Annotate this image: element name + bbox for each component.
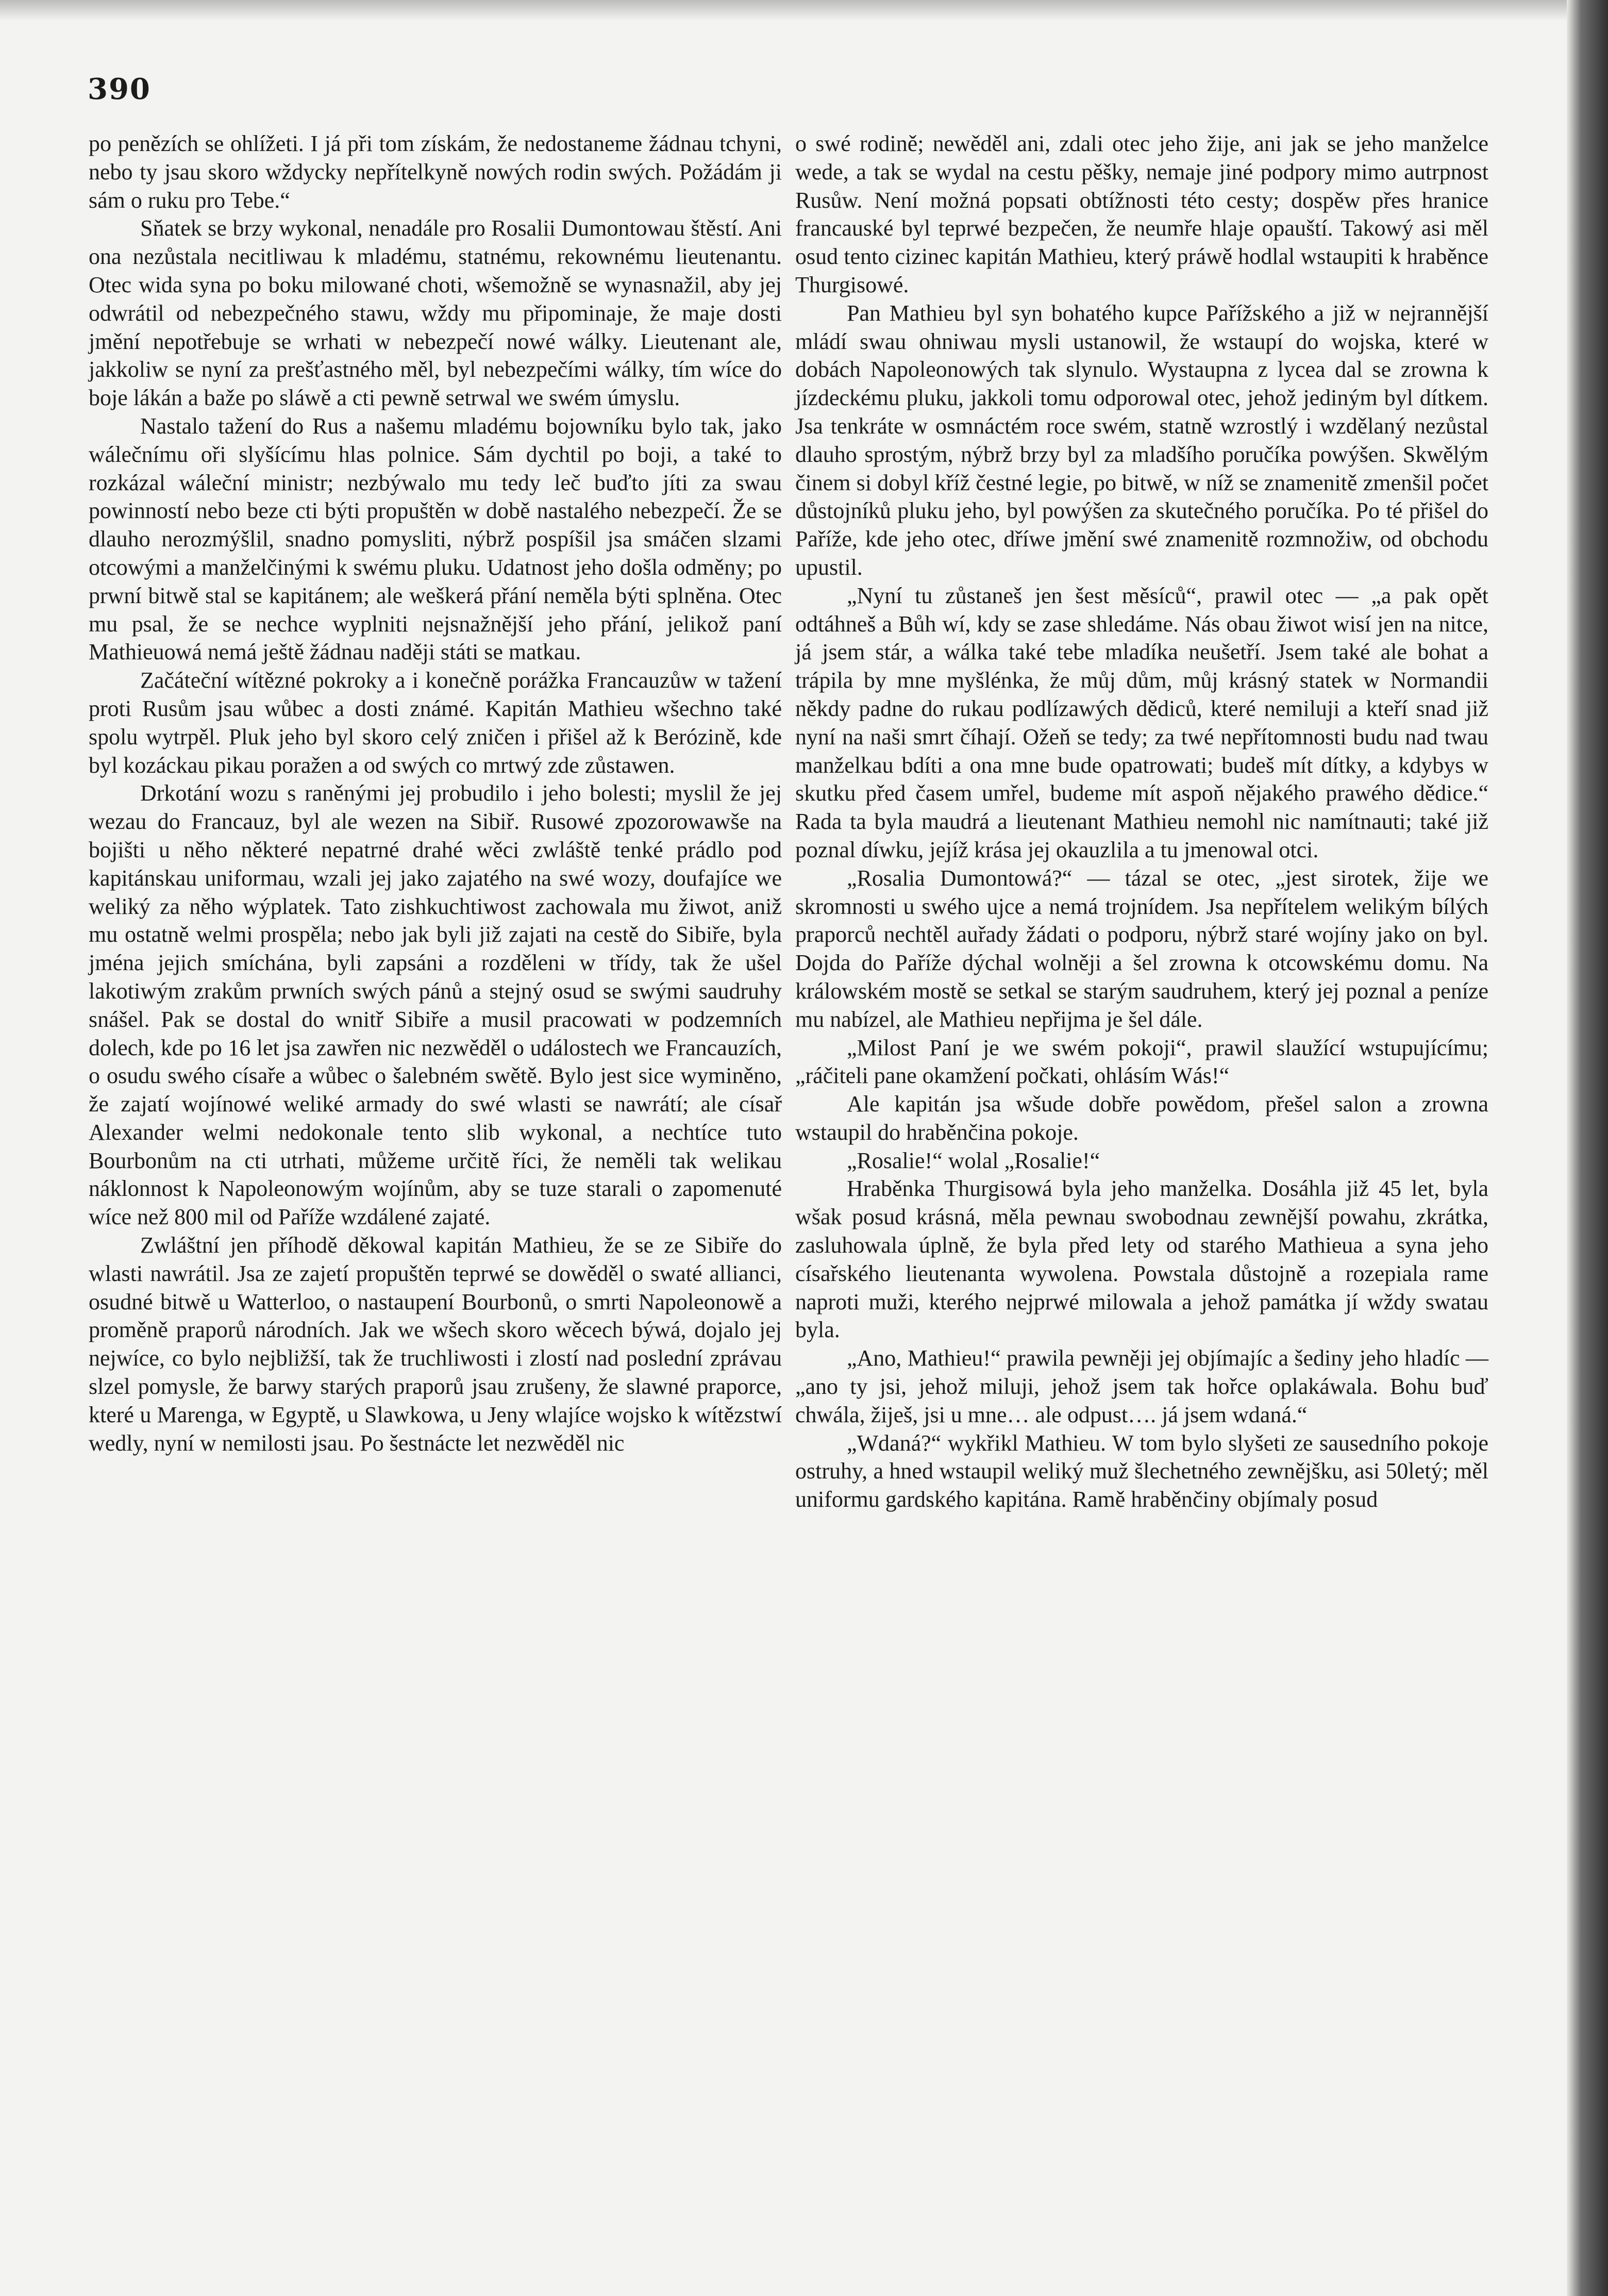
paragraph: „Rosalia Dumontowá?“ — tázal se otec, „jest sirotek, žije we skromnosti u swého ujce a nemá trojnídem. Jsa nepřítelem welikým bílých praporců nechtěl auřady žádati o podporu, nýbrž staré wojíny jako on byl. Dojda do Paříže dýchal wolněji a šel zrowna k otcowskému domu. Na králowském mostě se setkal se starým saudruhem, který jej poznal a peníze mu nabízel, ale Mathieu nepřijma je šel dále.: [795, 865, 1488, 1032]
paragraph: Ale kapitán jsa wšude dobře powědom, přešel salon a zrowna wstaupil do hraběnčina pokoje.: [795, 1091, 1488, 1145]
paragraph: o swé rodině; newěděl ani, zdali otec jeho žije, ani jak se jeho manželce wede, a tak se wydal na cestu pěšky, nemaje jiné podpory mimo autrpnost Rusůw. Není možná popsati obtížnosti této cesty; dospěw přes hranice francauské byl teprwé bezpečen, že neumře hlaje opauští. Takowý asi měl osud tento cizinec kapitán Mathieu, který práwě hodlal wstaupiti k hraběnce Thurgisowé.: [795, 131, 1488, 297]
paragraph: Hraběnka Thurgisowá byla jeho manželka. Dosáhla již 45 let, byla wšak posud krásná, měla pewnau swobodnau zewnější powahu, zkrátka, zasluhowala úplně, že byla před lety od starého Mathieua a syna jeho císařského lieutenanta wywolena. Powstala důstojně a rozepiala rame naproti muži, kterého nejprwé milowala a jehož památka jí wždy swatau byla.: [795, 1176, 1488, 1343]
paragraph: „Ano, Mathieu!“ prawila pewněji jej objímajíc a šediny jeho hladíc — „ano ty jsi, jehož miluji, jehož jsem tak hořce oplakáwala. Bohu buď chwála, žiješ, jsi u mne… ale odpust…. já jsem wdaná.“: [795, 1345, 1488, 1427]
page-top-shadow: [0, 0, 1567, 21]
book-spine-shadow: [1567, 0, 1608, 2296]
paragraph: „Milost Paní je we swém pokoji“, prawil slaužící wstupujícímu; „ráčiteli pane okamžení počkati, ohlásím Wás!“: [795, 1035, 1488, 1089]
paragraph: „Nyní tu zůstaneš jen šest měsíců“, prawil otec — „a pak opět odtáhneš a Bůh wí, kdy se zase shledáme. Nás obau žiwot wisí jen na nitce, já jsem stár, a wálka také tebe mladíka neušetří. Jsem také ale bohat a trápila by mne myšlénka, že můj dům, můj krásný statek w Normandii někdy padne do rukau podlízawých dědiců, které nemiluji a kteří snad již nyní na naši smrt číhají. Ožeň se tedy; za twé nepřítomnosti budu nad twau manželkau bdíti a ona mne bude opatrowati; budeš mít dítky, a kdybys w skutku před časem umřel, budeme mít aspoň nějakého prawého dědice.“ Rada ta byla maudrá a lieutenant Mathieu nemohl nic namítnauti; také již poznal díwku, jejíž krása jej okauzlila a tu jmenowal otci.: [795, 583, 1488, 862]
paragraph: „Rosalie!“ wolal „Rosalie!“: [847, 1147, 1100, 1173]
paragraph: Nastalo tažení do Rus a našemu mladému bojowníku bylo tak, jako wálečnímu oři slyšícímu hlas polnice. Sám dychtil po boji, a také to rozkázal wáleční ministr; nezbýwalo mu tedy leč buďto jíti za swau powinností nebo beze cti býti propuštěn w době nastalého nebezpečí. Že se dlauho nerozmýšlil, snadno pomysliti, nýbrž pospíšil jsa smáčen slzami otcowými a manželčinými k swému pluku. Udatnost jeho došla odměny; po prwní bitwě stal se kapitánem; ale weškerá přání neměla býti splněna. Otec mu psal, že se nechce wyplniti nejsnažnější jeho přání, jelikož paní Mathieuowá nemá ještě žádnau naději státi se matkau.: [89, 413, 782, 665]
left-text-column: [89, 130, 782, 1457]
paragraph: po penězích se ohlížeti. I já při tom získám, že nedostaneme žádnau tchyni, nebo ty jsau skoro wždycky nepřítelkyně nowých rodin swých. Požádám ji sám o ruku pro Tebe.“: [89, 131, 782, 213]
paragraph: „Wdaná?“ wykřikl Mathieu. W tom bylo slyšeti ze sausedního pokoje ostruhy, a hned wstaupil weliký muž šlechetného zewnějšku, asi 50letý; měl uniformu gardského kapitána. Ramě hraběnčiny objímaly posud: [795, 1430, 1488, 1512]
paragraph: Drkotání wozu s raněnými jej probudilo i jeho bolesti; myslil že jej wezau do Francauz, byl ale wezen na Sibiř. Rusowé zpozorowawše na bojišti u něho některé nepatrné drahé wěci zwláště tenké prádlo pod kapitánskau uniformau, wzali jej jako zajatého na swé wozy, doufajíce we weliký za něho wýplatek. Tato zishkuchtiwost zachowala mu žiwot, aniž mu ostatně welmi prospěla; nebo jak byli již zajati na cestě do Sibiře, byla jména jejich smíchána, byli zapsáni a rozděleni w třídy, tak že ušel lakotiwým zrakům prwních swých pánů a stejný osud se swými saudruhy snášel. Pak se dostal do wnitř Sibiře a musil pracowati w podzemních dolech, kde po 16 let jsa zawřen nic nezwěděl o událostech we Francauzích, o osudu swého císaře a wůbec o šalebném swětě. Bylo jest sice wyminěno, že zajatí wojínowé weliké armady do swé wlasti se nawrátí; ale císař Alexander welmi nedokonale tento slib wykonal, a nechtíce tuto Bourbonům na cti utrhati, můžeme určitě říci, že neměli tak welikau náklonnost k Napoleonowým wojínům, aby se tuze starali o zapomenuté wíce než 800 mil od Paříže wzdálené zajaté.: [89, 780, 782, 1230]
paragraph: Sňatek se brzy wykonal, nenadále pro Rosalii Dumontowau štěstí. Ani ona nezůstala necitliwau k mladému, statnému, rekownému lieutenantu. Otec wida syna po boku milowané choti, wšemožně se wynasnažil, aby jej odwrátil od nebezpečného stawu, wždy mu připominaje, že maje dosti jmění nepotřebuje se wrhati w nebezpečí nowé wálky. Lieutenant ale, jakkoliw se nyní za prešťastného měl, byl nebezpečími wálky, tím wíce do boje lákán a baže po sláwě a cti pewně setrwal we swém úmyslu.: [89, 215, 782, 411]
paragraph: Pan Mathieu byl syn bohatého kupce Pařížského a již w nejrannější mládí swau ohniwau mysli ustanowil, že wstaupí do wojska, které w dobách Napoleonowých tak slynulo. Wystaupna z lycea dal se zrowna k jízdeckému pluku, jakkoli tomu odporowal otec, jehož jediným byl dítkem. Jsa tenkráte w osmnáctém roce swém, statně wzrostlý i wzdělaný nezůstal dlauho sprostým, nýbrž brzy byl za mladšího poručíka powýšen. Skwělým činem si dobyl kříž čestné legie, po bitwě, w níž se znamenitě zmenšil počet důstojníků pluku jeho, byl powýšen za skutečného poručíka. Po té přišel do Paříže, kde jeho otec, dříwe jmění swé znamenitě rozmnožiw, od obchodu upustil.: [795, 300, 1488, 580]
paragraph: Zwláštní jen příhodě děkowal kapitán Mathieu, že se ze Sibiře do wlasti nawrátil. Jsa ze zajetí propuštěn teprwé se dowěděl o swaté allianci, osudné bitwě u Watterloo, o nastaupení Bourbonů, o smrti Napoleonowě a proměně praporů národních. Jak we wšech skoro wěcech býwá, dojalo jej nejwíce, co bylo nejbližší, tak že truchliwosti i zlostí nad poslední zprávau slzel pomysle, že barwy starých praporů jsau zrušeny, že slawné praporce, které u Marenga, w Egyptě, u Slawkowa, u Jeny wlajíce wojsko k wítězstwí wedly, nyní w nemilosti jsau. Po šestnácte let nezwěděl nic: [89, 1233, 782, 1456]
right-text-column: [795, 130, 1488, 1514]
page-number: 390: [88, 72, 151, 106]
paragraph: Začáteční wítězné pokroky a i konečně porážka Francauzůw w tažení proti Rusům jsau wůbec a dosti známé. Kapitán Mathieu wšechno také spolu wytrpěl. Pluk jeho byl skoro celý zničen i přišel až k Berózině, kde byl kozáckau pikau poražen a od swých co mrtwý zde zůstawen.: [89, 668, 782, 778]
